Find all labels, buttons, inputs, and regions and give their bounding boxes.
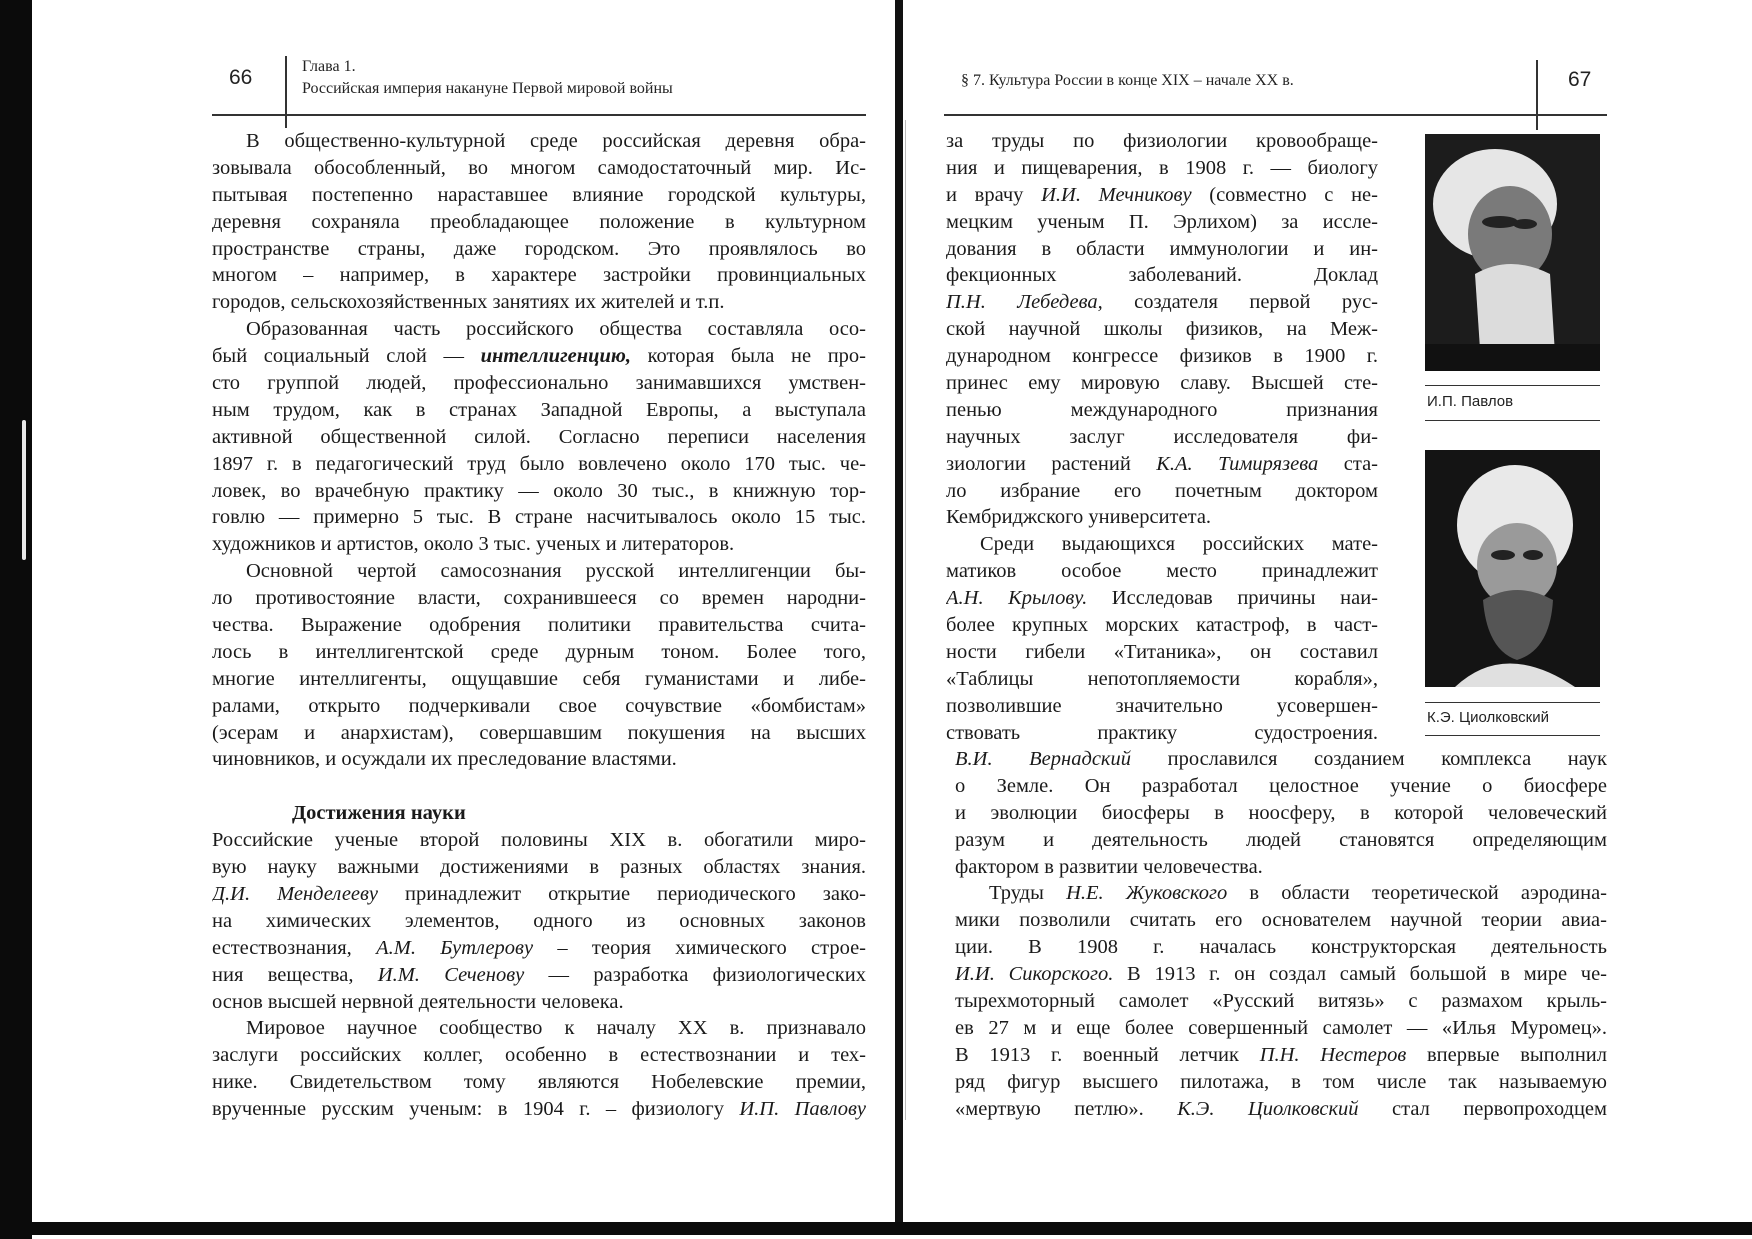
- text-line: [212, 209, 866, 236]
- text-run: многие интеллигенты, ощущавшие себя гуманистами и либе-: [212, 667, 866, 690]
- text-line: [212, 908, 866, 935]
- text-line: [955, 907, 1607, 934]
- text-line: [955, 1015, 1607, 1042]
- text-run: пространстве страны, даже городском. Это проявлялось во: [212, 237, 866, 260]
- header-divider-left: [285, 56, 287, 128]
- text-run: мики позволили считать его основателем научной теории авиа-: [955, 909, 1607, 932]
- text-run: матиков особое место принадлежит: [946, 560, 1378, 583]
- text-line: [212, 746, 866, 773]
- text-run: и врачу: [946, 183, 1042, 206]
- text-run: ции. В 1908 г. началась конструкторская деятельность: [955, 936, 1607, 959]
- text-run: лось в интеллигентской среде дурным тоном. Более того,: [212, 640, 866, 663]
- text-line: [212, 1042, 866, 1069]
- text-line: [955, 827, 1607, 854]
- text-line: [212, 155, 866, 182]
- text-line: [946, 182, 1378, 209]
- text-run: Основной чертой самосознания русской интеллигенции бы-: [246, 560, 866, 583]
- text-run: на химических элементов, одного из основных законов: [212, 909, 866, 932]
- section-heading: [212, 800, 866, 827]
- photo-caption: И.П. Павлов: [1427, 393, 1514, 410]
- text-run: ности гибели «Титаника», он составил: [946, 640, 1378, 663]
- text-line: [212, 558, 866, 585]
- photo-caption: К.Э. Циолковский: [1427, 709, 1549, 726]
- text-run: — разработка физиологических: [524, 963, 866, 986]
- text-line: [212, 451, 866, 478]
- text-run: В 1913 г. он создал самый большой в мире че-: [1113, 963, 1607, 986]
- text-line: [212, 612, 866, 639]
- left-page-body: [212, 128, 866, 1123]
- text-run: (эсерам и анархистам), совершавшим покушения на высших: [212, 721, 866, 744]
- page-number-left: 66: [229, 66, 253, 89]
- italic-name: А.Н. Крылову.: [946, 587, 1088, 610]
- text-line: [212, 262, 866, 289]
- text-line: [212, 182, 866, 209]
- caption-rule: [1425, 702, 1600, 703]
- caption-rule: [1425, 385, 1600, 386]
- text-line: [955, 880, 1607, 907]
- text-run: фактором в развитии человечества.: [955, 855, 1263, 878]
- text-run: ев 27 м и еще более совершенный самолет — «Илья Муромец».: [955, 1016, 1607, 1039]
- text-line: [955, 1069, 1607, 1096]
- italic-name: Д.И. Менделееву: [212, 882, 379, 905]
- text-run: прославился созданием комплекса наук: [1131, 748, 1607, 770]
- text-line: [955, 1096, 1607, 1123]
- text-run: фекционных заболеваний. Доклад: [946, 264, 1378, 287]
- text-line: [946, 504, 1378, 531]
- italic-name: И.И. Мечникову: [1041, 183, 1192, 206]
- text-run: ния и пищеварения, в 1908 г. — биологу: [946, 156, 1378, 179]
- text-line: [212, 236, 866, 263]
- text-run: Исследовав причины наи-: [1087, 587, 1378, 610]
- italic-name: П.Н. Лебедева,: [946, 291, 1103, 314]
- text-run: врученные русским ученым: в 1904 г. – физиологу: [212, 1098, 740, 1121]
- text-run: многом – например, в характере застройки провинциальных: [212, 264, 866, 287]
- text-line: [946, 236, 1378, 263]
- text-run: дународном конгрессе физиков в 1900 г.: [946, 345, 1378, 368]
- scan-edge-bottom: [0, 1222, 1752, 1235]
- text-line: [946, 478, 1378, 505]
- text-line: [946, 666, 1378, 693]
- right-page-body-wide: [955, 746, 1607, 1122]
- text-line: [212, 639, 866, 666]
- text-run: ловек, во врачебную практику — около 30 тыс., в книжную тор-: [212, 479, 866, 502]
- text-run: «мертвую петлю».: [955, 1097, 1178, 1120]
- text-run: Среди выдающихся российских мате-: [980, 533, 1378, 556]
- text-run: Образованная часть российского общества составляла осо-: [246, 318, 866, 341]
- text-line: [946, 693, 1378, 720]
- text-run: принадлежит открытие периодического зако-: [378, 882, 866, 905]
- text-run: активной общественной силой. Согласно переписи населения: [212, 425, 866, 448]
- text-run: ствовать практику судостроения.: [946, 721, 1378, 744]
- portrait-pavlov: [1425, 134, 1600, 371]
- text-run: зиологии растений: [946, 452, 1157, 475]
- text-run: ской научной школы физиков, на Меж-: [946, 318, 1378, 341]
- text-run: чества. Выражение одобрения политики правительства счита-: [212, 614, 866, 637]
- text-line: [212, 720, 866, 747]
- text-line: [212, 128, 866, 155]
- text-run: дования в области иммунологии и ин-: [946, 237, 1378, 260]
- text-run: ло противостояние власти, сохранившееся со времен народни-: [212, 587, 866, 610]
- text-line: [946, 451, 1378, 478]
- text-run: принес ему мировую славу. Высшей сте-: [946, 372, 1378, 395]
- italic-name: П.Н. Нестеров: [1259, 1043, 1407, 1066]
- italic-name: Н.Е. Жуковского: [1066, 882, 1228, 905]
- text-run: художников и артистов, около 3 тыс. ученых и литераторов.: [212, 533, 735, 556]
- text-run: говлю — примерно 5 тыс. В стране насчитывалось около 15 тыс.: [212, 506, 866, 529]
- text-run: вую науку важными достижениями в разных областях знания.: [212, 856, 866, 879]
- text-line: [946, 343, 1378, 370]
- text-line: [955, 800, 1607, 827]
- text-run: городов, сельскохозяйственных занятиях их жителей и т.п.: [212, 291, 725, 314]
- text-line: [212, 397, 866, 424]
- chapter-label: Глава 1.: [302, 58, 356, 75]
- text-line: [212, 585, 866, 612]
- text-line: [946, 370, 1378, 397]
- text-line: [946, 612, 1378, 639]
- portrait-tsiolkovsky: [1425, 450, 1600, 687]
- text-line: [946, 155, 1378, 182]
- text-line: [212, 962, 866, 989]
- text-run: Труды: [989, 882, 1067, 905]
- emphasized-term: интеллигенцию,: [480, 345, 632, 368]
- text-run: 1897 г. в педагогический труд было вовлечено около 170 тыс. че-: [212, 452, 866, 475]
- text-line: [955, 746, 1607, 773]
- text-run: пенью международного признания: [946, 398, 1378, 421]
- text-run: В 1913 г. военный летчик: [955, 1043, 1260, 1066]
- text-run: Кембриджского университета.: [946, 506, 1212, 529]
- text-run: (совместно с не-: [1191, 183, 1378, 206]
- text-run: Российские ученые второй половины XIX в. обогатили миро-: [212, 829, 866, 852]
- italic-name: А.М. Бутлерову: [376, 936, 534, 959]
- text-run: бый социальный слой —: [212, 345, 481, 368]
- text-line: [946, 720, 1378, 747]
- text-line: [955, 854, 1607, 881]
- text-line: [212, 854, 866, 881]
- text-run: основ высшей нервной деятельности человека.: [212, 990, 624, 1013]
- text-line: [212, 1015, 866, 1042]
- text-line: [955, 773, 1607, 800]
- text-line: [955, 934, 1607, 961]
- text-line: [212, 666, 866, 693]
- text-run: зовывала обособленный, во многом самодостаточный мир. Ис-: [212, 156, 866, 179]
- text-line: [955, 988, 1607, 1015]
- text-line: [946, 316, 1378, 343]
- header-rule-right: [944, 114, 1607, 116]
- text-line: [212, 478, 866, 505]
- text-line: [212, 531, 866, 558]
- text-run: более крупных морских катастроф, в част-: [946, 614, 1378, 637]
- text-run: деревня сохраняла преобладающее положение в культурном: [212, 210, 866, 233]
- header-rule-left: [212, 114, 866, 116]
- text-line: [212, 370, 866, 397]
- page-number-right: 67: [1568, 68, 1592, 91]
- text-line: [212, 316, 866, 343]
- text-run: В общественно-культурной среде российская деревня обра-: [246, 130, 866, 152]
- text-line: [212, 935, 866, 962]
- text-line: [212, 693, 866, 720]
- text-run: нике. Свидетельством тому являются Нобелевские премии,: [212, 1071, 866, 1094]
- italic-name: И.И. Сикорского.: [955, 963, 1114, 986]
- text-run: Достижения науки: [292, 802, 466, 825]
- text-line: [212, 1096, 866, 1123]
- text-run: мецким ученым П. Эрлихом) за иссле-: [946, 210, 1378, 233]
- italic-name: В.И. Вернадский: [955, 748, 1132, 770]
- text-run: «Таблицы непотопляемости корабля»,: [946, 667, 1378, 690]
- running-header-right: § 7. Культура России в конце XIX – начале XX в.: [961, 72, 1294, 89]
- text-line: [212, 1069, 866, 1096]
- text-line: [946, 424, 1378, 451]
- text-run: ло избрание его почетным доктором: [946, 479, 1378, 502]
- text-run: которая была не про-: [631, 345, 866, 368]
- text-run: естествознания,: [212, 936, 377, 959]
- text-run: разум и деятельность людей становятся определяющим: [955, 828, 1607, 851]
- text-run: сто группой людей, профессионально занимавшихся умствен-: [212, 372, 866, 395]
- text-run: ряд фигур высшего пилотажа, в том числе так называемую: [955, 1070, 1607, 1093]
- text-line: [946, 262, 1378, 289]
- text-run: впервые выполнил: [1406, 1043, 1607, 1066]
- right-page-body-narrow: [946, 128, 1378, 746]
- chapter-title: Российская империя накануне Первой мировой войны: [302, 80, 673, 97]
- text-run: научных заслуг исследователя фи-: [946, 425, 1378, 448]
- italic-name: И.П. Павлову: [739, 1098, 866, 1121]
- text-run: ста-: [1318, 452, 1378, 475]
- text-run: и эволюции биосферы в ноосферу, в которой человеческий: [955, 801, 1607, 824]
- text-run: стал первопроходцем: [1358, 1097, 1607, 1120]
- text-line: [212, 424, 866, 451]
- text-line: [946, 289, 1378, 316]
- text-line: [946, 531, 1378, 558]
- text-line: [946, 558, 1378, 585]
- running-header-left: [302, 56, 673, 100]
- header-divider-right: [1536, 60, 1538, 130]
- text-line: [212, 881, 866, 908]
- text-line: [946, 128, 1378, 155]
- text-line: [212, 773, 866, 800]
- text-run: в области теоретической аэродина-: [1227, 882, 1607, 905]
- text-line: [955, 961, 1607, 988]
- text-run: позволившие значительно усовершен-: [946, 694, 1378, 717]
- text-run: пытывая постепенно нараставшее влияние городской культуры,: [212, 183, 866, 206]
- text-line: [955, 1042, 1607, 1069]
- text-run: Мировое научное сообщество к началу XX в. признавало: [246, 1017, 866, 1040]
- book-gutter: [895, 0, 903, 1222]
- text-run: ралами, открыто подчеркивали свое сочувствие «бомбистам»: [212, 694, 866, 717]
- scan-edge-left: [0, 0, 32, 1239]
- caption-rule: [1425, 735, 1600, 736]
- text-run: за труды по физиологии кровообраще-: [946, 130, 1378, 152]
- text-run: чиновников, и осуждали их преследование властями.: [212, 748, 677, 771]
- text-line: [946, 209, 1378, 236]
- text-line: [946, 639, 1378, 666]
- italic-name: К.А. Тимирязева: [1156, 452, 1319, 475]
- text-run: ния вещества,: [212, 963, 378, 986]
- text-line: [212, 827, 866, 854]
- text-run: о Земле. Он разработал целостное учение о биосфере: [955, 774, 1607, 797]
- text-run: заслуги российских коллег, особенно в естествознании и тех-: [212, 1044, 866, 1067]
- gutter-shadow: [905, 120, 906, 1120]
- text-line: [946, 585, 1378, 612]
- text-line: [212, 343, 866, 370]
- text-line: [212, 504, 866, 531]
- italic-name: И.М. Сеченову: [377, 963, 525, 986]
- caption-rule: [1425, 420, 1600, 421]
- text-run: ным трудом, как в странах Западной Европы, а выступала: [212, 398, 866, 421]
- italic-name: К.Э. Циолковский: [1177, 1097, 1359, 1120]
- text-run: создателя первой рус-: [1102, 291, 1378, 314]
- text-line: [946, 397, 1378, 424]
- text-run: тырехмоторный самолет «Русский витязь» с размахом крыль-: [955, 990, 1607, 1013]
- text-line: [212, 989, 866, 1016]
- text-run: – теория химического строе-: [533, 936, 866, 959]
- text-line: [212, 289, 866, 316]
